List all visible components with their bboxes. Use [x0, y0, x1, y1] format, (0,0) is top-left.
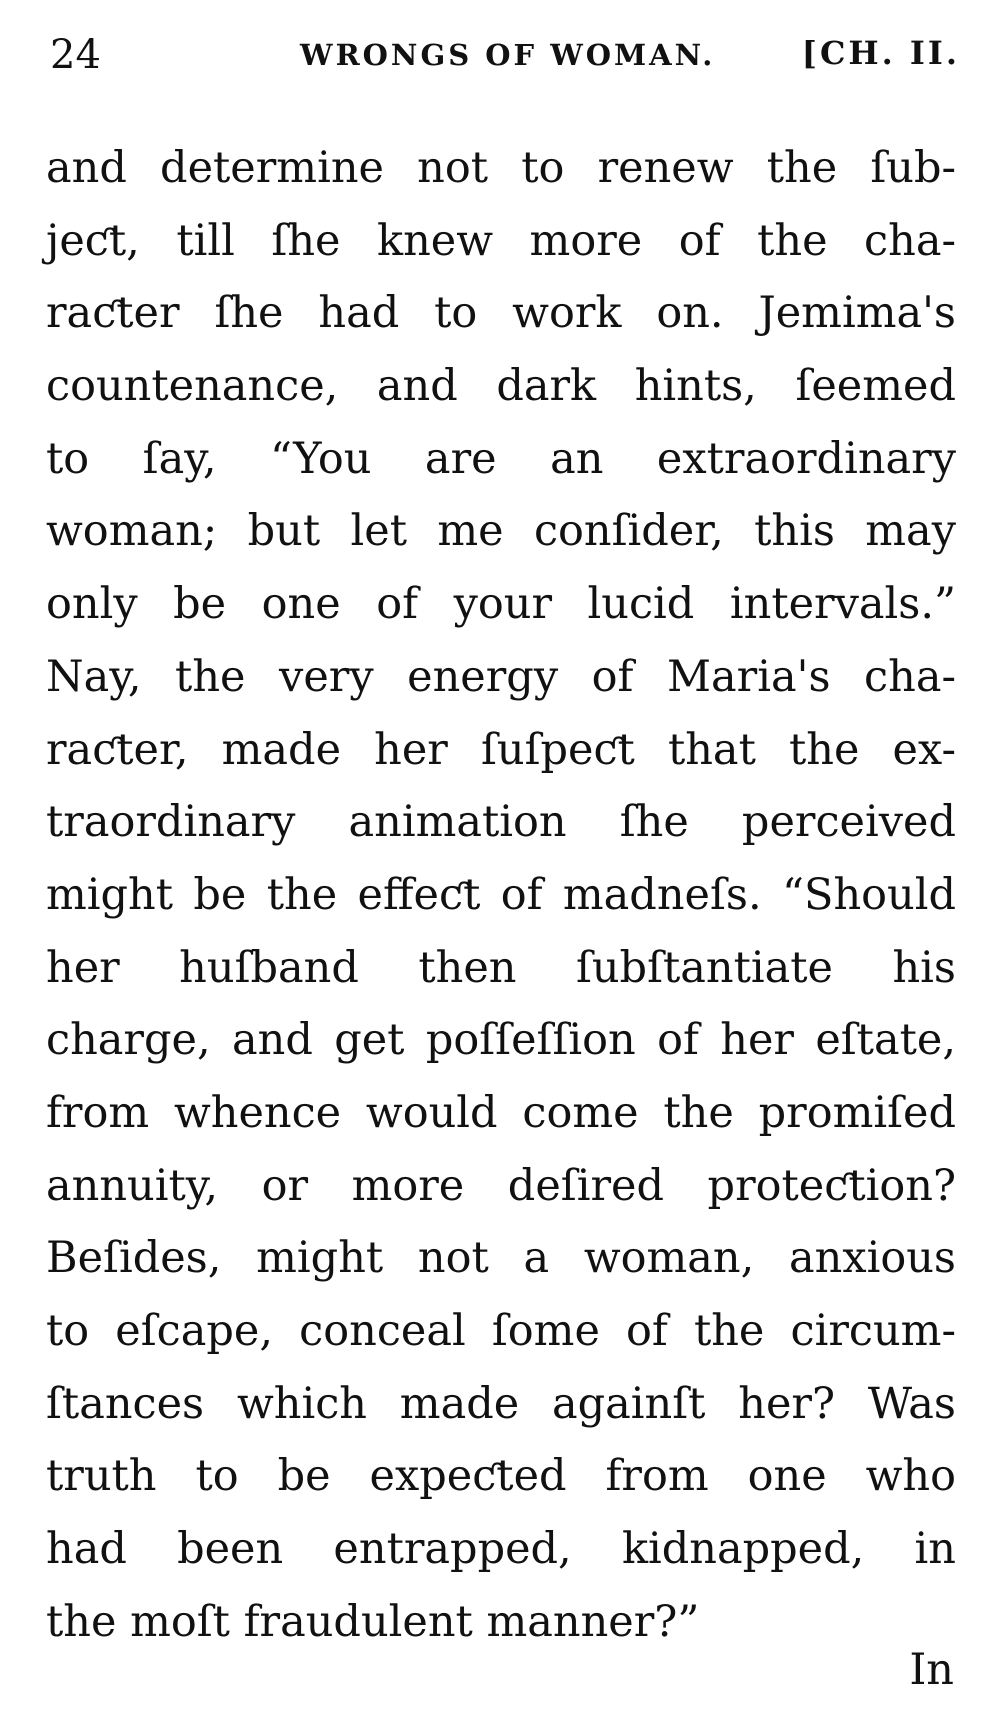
text-line: to eſcape, conceal ſome of the circum-: [46, 1306, 956, 1356]
text-line: woman; but let me conſider, this may: [46, 506, 956, 557]
text-line: charge, and get poſſeſſion of her eſtate,: [46, 1015, 956, 1066]
page-header: [40, 26, 960, 86]
text-line: truth to be expeƈted from one who: [46, 1451, 956, 1502]
text-line: Beſides, might not a woman, anxious: [46, 1233, 956, 1284]
text-line: might be the effeƈt of madneſs. “Should: [46, 869, 956, 920]
text-line: only be one of your lucid intervals.”: [46, 579, 956, 630]
text-line: raƈter, made her ſuſpeƈt that the ex-: [46, 724, 956, 775]
text-line: Nay, the very energy of Maria's cha-: [46, 651, 956, 702]
catchword: In: [909, 1645, 954, 1695]
text-line: from whence would come the promiſed: [46, 1087, 956, 1138]
text-line: ſtances which made againſt her? Was: [46, 1378, 956, 1429]
body-text: [46, 132, 956, 1658]
text-line: the moſt fraudulent manner?”: [46, 1596, 700, 1647]
text-line: jeƈt, till ſhe knew more of the cha-: [46, 215, 956, 266]
text-line: countenance, and dark hints, ſeemed: [46, 361, 956, 412]
page-number: 24: [50, 32, 101, 78]
text-line: had been entrapped, kidnapped, in: [46, 1524, 956, 1575]
text-line: her huſband then ſubſtantiate his: [46, 942, 956, 993]
text-line: traordinary animation ſhe perceived: [46, 797, 956, 848]
text-line: raƈter ſhe had to work on. Jemima's: [46, 288, 956, 339]
text-line: annuity, or more deſired proteƈtion?: [46, 1160, 956, 1211]
running-title: WRONGS OF WOMAN.: [300, 38, 716, 72]
chapter-reference: [CH. II.: [801, 34, 960, 72]
text-line: to ſay, “You are an extraordinary: [46, 433, 956, 484]
text-line: and determine not to renew the ſub-: [46, 143, 956, 193]
